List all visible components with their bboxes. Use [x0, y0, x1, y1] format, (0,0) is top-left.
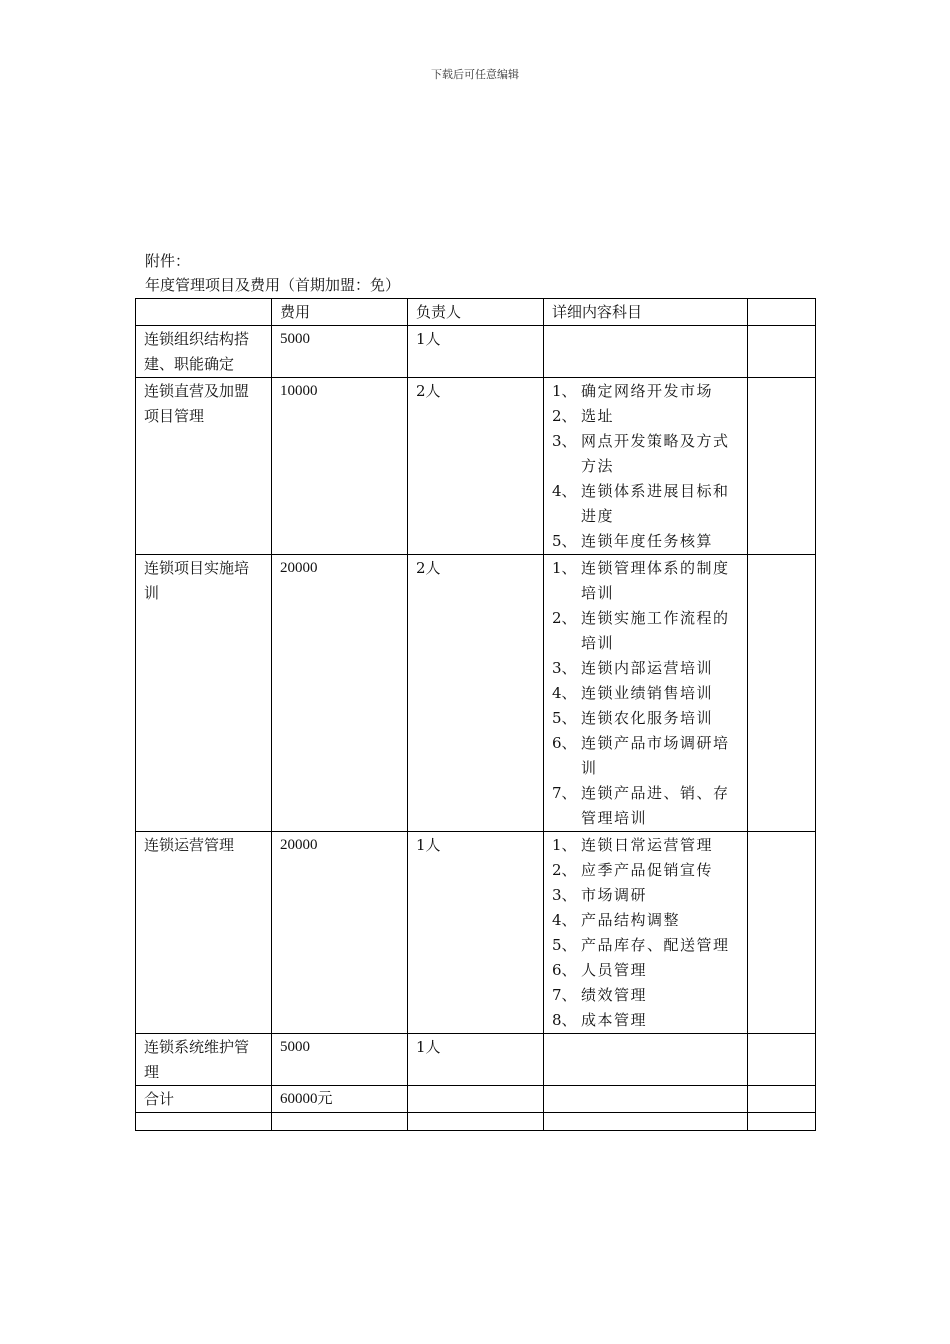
extra-cell [748, 326, 816, 378]
list-index: 8、 [552, 1011, 577, 1029]
list-text: 成本管理 [581, 1011, 648, 1029]
list-item [552, 908, 739, 933]
list-index: 7、 [552, 986, 577, 1004]
total-owner-cell [408, 1086, 544, 1113]
list-item [552, 1008, 739, 1033]
list-text: 连锁业绩销售培训 [581, 684, 714, 702]
cost-cell: 10000 [272, 378, 408, 555]
attachment-label: 附件： [145, 252, 191, 270]
list-text: 选址 [581, 407, 615, 425]
total-details-cell [544, 1086, 748, 1113]
list-item [552, 379, 739, 404]
header-details: 详细内容科目 [544, 299, 748, 326]
details-list [552, 833, 739, 1033]
list-text: 连锁年度任务核算 [581, 532, 714, 550]
list-index: 3、 [552, 432, 577, 450]
details-list [552, 379, 739, 554]
list-index: 2、 [552, 861, 577, 879]
list-index: 1、 [552, 559, 577, 577]
project-cell: 连锁系统维护管理 [136, 1034, 272, 1086]
extra-cell [748, 1034, 816, 1086]
extra-cell [748, 832, 816, 1034]
list-index: 3、 [552, 886, 577, 904]
list-text: 人员管理 [581, 961, 648, 979]
header-project [136, 299, 272, 326]
list-item [552, 404, 739, 429]
owner-cell: 2人 [408, 378, 544, 555]
owner-cell: 1人 [408, 326, 544, 378]
cost-cell: 20000 [272, 832, 408, 1034]
total-row [136, 1086, 816, 1113]
list-text: 网点开发策略及方式方法 [581, 432, 730, 475]
empty-cell [544, 1113, 748, 1131]
table-row [136, 378, 816, 555]
list-index: 1、 [552, 382, 577, 400]
details-cell [544, 1034, 748, 1086]
owner-cell: 1人 [408, 832, 544, 1034]
list-index: 2、 [552, 407, 577, 425]
list-item [552, 781, 739, 831]
list-index: 4、 [552, 911, 577, 929]
cost-cell: 5000 [272, 326, 408, 378]
list-item [552, 958, 739, 983]
list-item [552, 833, 739, 858]
table-row [136, 832, 816, 1034]
empty-cell [748, 1113, 816, 1131]
list-item [552, 656, 739, 681]
owner-cell: 2人 [408, 555, 544, 832]
list-text: 连锁产品进、销、存管理培训 [581, 784, 730, 827]
cost-cell: 20000 [272, 555, 408, 832]
management-fee-table [135, 298, 816, 1131]
list-item [552, 479, 739, 529]
project-cell: 连锁项目实施培训 [136, 555, 272, 832]
owner-cell: 1人 [408, 1034, 544, 1086]
list-index: 1、 [552, 836, 577, 854]
header-owner: 负责人 [408, 299, 544, 326]
details-cell [544, 832, 748, 1034]
list-index: 2、 [552, 609, 577, 627]
list-item [552, 529, 739, 554]
list-text: 连锁体系进展目标和进度 [581, 482, 730, 525]
list-item [552, 858, 739, 883]
list-text: 连锁农化服务培训 [581, 709, 714, 727]
header-extra [748, 299, 816, 326]
list-text: 确定网络开发市场 [581, 382, 714, 400]
total-extra-cell [748, 1086, 816, 1113]
list-text: 连锁产品市场调研培训 [581, 734, 730, 777]
list-item [552, 983, 739, 1008]
details-cell [544, 326, 748, 378]
details-cell [544, 378, 748, 555]
page-header-note: 下载后可任意编辑 [431, 68, 519, 81]
list-item [552, 556, 739, 606]
list-item [552, 933, 739, 958]
list-index: 6、 [552, 734, 577, 752]
list-text: 产品库存、配送管理 [581, 936, 730, 954]
empty-cell [136, 1113, 272, 1131]
list-item [552, 681, 739, 706]
list-item [552, 606, 739, 656]
extra-cell [748, 378, 816, 555]
list-text: 产品结构调整 [581, 911, 681, 929]
list-index: 4、 [552, 684, 577, 702]
table-header-row [136, 299, 816, 326]
list-text: 应季产品促销宣传 [581, 861, 714, 879]
empty-cell [272, 1113, 408, 1131]
list-index: 3、 [552, 659, 577, 677]
list-text: 连锁实施工作流程的培训 [581, 609, 730, 652]
table-row [136, 326, 816, 378]
table-row [136, 1034, 816, 1086]
list-index: 7、 [552, 784, 577, 802]
list-index: 4、 [552, 482, 577, 500]
list-index: 5、 [552, 936, 577, 954]
list-item [552, 731, 739, 781]
details-cell [544, 555, 748, 832]
list-text: 连锁内部运营培训 [581, 659, 714, 677]
list-index: 6、 [552, 961, 577, 979]
list-index: 5、 [552, 709, 577, 727]
project-cell: 连锁组织结构搭建、职能确定 [136, 326, 272, 378]
extra-cell [748, 555, 816, 832]
total-cost: 60000元 [272, 1086, 408, 1113]
cost-cell: 5000 [272, 1034, 408, 1086]
list-text: 绩效管理 [581, 986, 648, 1004]
list-item [552, 883, 739, 908]
empty-cell [408, 1113, 544, 1131]
empty-row [136, 1113, 816, 1131]
list-index: 5、 [552, 532, 577, 550]
list-item [552, 429, 739, 479]
list-item [552, 706, 739, 731]
table-row [136, 555, 816, 832]
project-cell: 连锁运营管理 [136, 832, 272, 1034]
table-title: 年度管理项目及费用（首期加盟：免） [145, 276, 401, 294]
header-cost: 费用 [272, 299, 408, 326]
total-label: 合计 [136, 1086, 272, 1113]
project-cell: 连锁直营及加盟项目管理 [136, 378, 272, 555]
list-text: 连锁日常运营管理 [581, 836, 714, 854]
list-text: 市场调研 [581, 886, 648, 904]
details-list [552, 556, 739, 831]
list-text: 连锁管理体系的制度培训 [581, 559, 730, 602]
